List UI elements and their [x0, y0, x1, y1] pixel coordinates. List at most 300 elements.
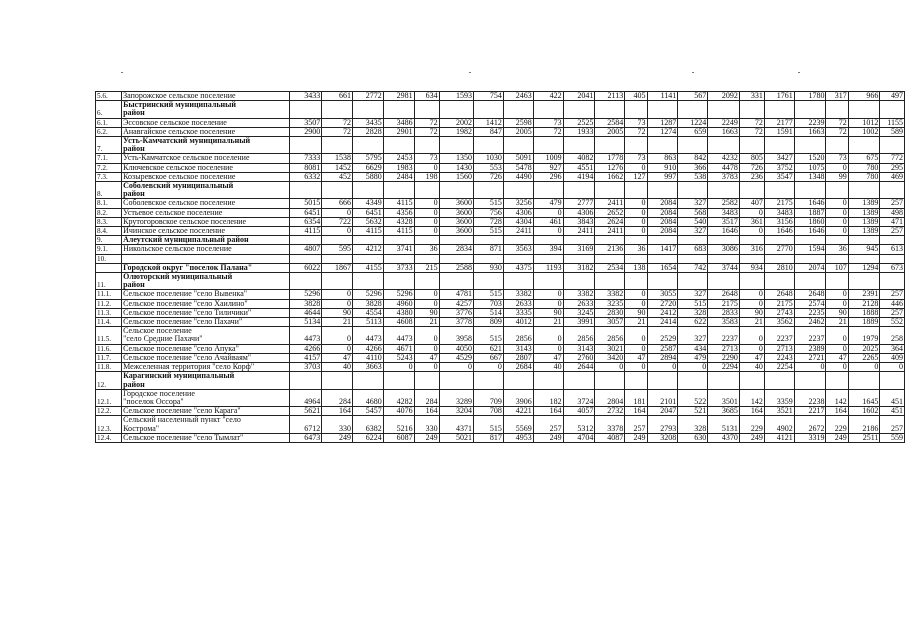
- value-cell: 0: [383, 363, 414, 372]
- value-cell: 2574: [794, 299, 826, 308]
- value-cell: [826, 137, 848, 154]
- row-name-line: Сельское поселение "село Ачайваям": [123, 353, 252, 362]
- value-cell: 0: [414, 363, 439, 372]
- row-number: [96, 263, 122, 272]
- value-cell: 3086: [708, 245, 740, 254]
- value-cell: 2175: [708, 299, 740, 308]
- value-cell: 659: [678, 127, 708, 136]
- row-name-line: Сельское поселение "село Карага": [123, 406, 241, 416]
- value-cell: 540: [678, 217, 708, 226]
- value-cell: 2830: [595, 308, 625, 317]
- value-cell: 3562: [764, 318, 794, 327]
- value-cell: 2901: [383, 127, 414, 136]
- value-cell: 0: [625, 199, 647, 208]
- row-number: 5.6.: [96, 92, 122, 101]
- value-cell: [708, 254, 740, 263]
- value-cell: 4212: [352, 245, 383, 254]
- value-cell: 409: [880, 353, 905, 362]
- value-cell: 1887: [794, 208, 826, 217]
- value-cell: 2856: [563, 327, 595, 344]
- value-cell: 3435: [352, 118, 383, 127]
- value-cell: 0: [414, 199, 439, 208]
- row-name: [122, 299, 289, 308]
- value-cell: 21: [533, 318, 563, 327]
- value-cell: 1452: [322, 163, 353, 172]
- value-cell: 1645: [848, 389, 880, 406]
- value-cell: [678, 254, 708, 263]
- value-cell: 164: [625, 407, 647, 416]
- value-cell: 2582: [708, 199, 740, 208]
- value-cell: 3991: [563, 318, 595, 327]
- value-cell: 3600: [439, 217, 473, 226]
- value-cell: 1761: [764, 92, 794, 101]
- value-cell: 1538: [322, 154, 353, 163]
- value-cell: 446: [880, 299, 905, 308]
- value-cell: 3752: [764, 163, 794, 172]
- row-name: [122, 217, 289, 226]
- value-cell: 559: [880, 433, 905, 442]
- value-cell: 515: [473, 227, 503, 236]
- value-cell: 630: [678, 433, 708, 442]
- value-cell: 5880: [352, 172, 383, 181]
- value-cell: [383, 182, 414, 199]
- value-cell: 2772: [352, 92, 383, 101]
- value-cell: 6473: [289, 433, 322, 442]
- value-cell: [439, 236, 473, 245]
- value-cell: 2235: [794, 308, 826, 317]
- value-cell: 3143: [563, 344, 595, 353]
- value-cell: 4473: [383, 327, 414, 344]
- value-cell: 0: [414, 299, 439, 308]
- value-cell: 515: [678, 299, 708, 308]
- value-cell: 72: [625, 127, 647, 136]
- value-cell: 0: [739, 344, 764, 353]
- value-cell: [322, 236, 353, 245]
- value-cell: 3724: [563, 389, 595, 406]
- row-number: 11.2.: [96, 299, 122, 308]
- row-number: 8.: [96, 182, 122, 199]
- value-cell: 0: [826, 344, 848, 353]
- value-cell: 0: [414, 208, 439, 217]
- value-cell: 2804: [595, 389, 625, 406]
- row-number: 6.1.: [96, 118, 122, 127]
- value-cell: 552: [880, 318, 905, 327]
- value-cell: 6382: [352, 416, 383, 433]
- value-cell: 6022: [289, 263, 322, 272]
- value-cell: [503, 101, 533, 118]
- value-cell: [473, 137, 503, 154]
- value-cell: 1417: [647, 245, 678, 254]
- value-cell: 3521: [764, 407, 794, 416]
- value-cell: [473, 182, 503, 199]
- value-cell: 3600: [439, 199, 473, 208]
- value-cell: 4902: [764, 416, 794, 433]
- value-cell: [473, 236, 503, 245]
- value-cell: 47: [625, 353, 647, 362]
- value-cell: 675: [848, 154, 880, 163]
- value-cell: 316: [739, 245, 764, 254]
- table-row: [96, 389, 905, 406]
- value-cell: 249: [739, 433, 764, 442]
- value-cell: [794, 372, 826, 389]
- value-cell: 4554: [352, 308, 383, 317]
- value-cell: 3744: [708, 263, 740, 272]
- value-cell: [289, 273, 322, 290]
- value-cell: [322, 254, 353, 263]
- value-cell: 3055: [647, 290, 678, 299]
- value-cell: [647, 254, 678, 263]
- value-cell: 0: [414, 217, 439, 226]
- value-cell: 0: [533, 344, 563, 353]
- value-cell: [473, 101, 503, 118]
- value-cell: 5457: [352, 407, 383, 416]
- value-cell: [533, 182, 563, 199]
- value-cell: 4115: [352, 227, 383, 236]
- value-cell: 73: [414, 154, 439, 163]
- value-cell: 3359: [764, 389, 794, 406]
- value-cell: 0: [533, 290, 563, 299]
- value-cell: 4057: [563, 407, 595, 416]
- value-cell: 2525: [563, 118, 595, 127]
- value-cell: 1389: [848, 199, 880, 208]
- value-cell: 0: [678, 363, 708, 372]
- value-cell: 2101: [647, 389, 678, 406]
- value-cell: [708, 182, 740, 199]
- value-cell: [647, 101, 678, 118]
- value-cell: [739, 236, 764, 245]
- value-cell: 5131: [708, 416, 740, 433]
- value-cell: 5795: [352, 154, 383, 163]
- value-cell: 47: [414, 353, 439, 362]
- value-cell: 2092: [708, 92, 740, 101]
- value-cell: [678, 101, 708, 118]
- value-cell: 330: [322, 416, 353, 433]
- value-cell: 3778: [439, 318, 473, 327]
- value-cell: 257: [533, 416, 563, 433]
- value-cell: 3382: [595, 290, 625, 299]
- value-cell: [289, 372, 322, 389]
- value-cell: 142: [826, 389, 848, 406]
- value-cell: 515: [473, 199, 503, 208]
- value-cell: 257: [880, 416, 905, 433]
- value-cell: 229: [739, 416, 764, 433]
- value-cell: 4306: [503, 208, 533, 217]
- value-cell: 2900: [289, 127, 322, 136]
- row-number: 11.: [96, 273, 122, 290]
- value-cell: 515: [473, 327, 503, 344]
- row-number: 12.2.: [96, 407, 122, 416]
- value-cell: [595, 372, 625, 389]
- value-cell: 1350: [439, 154, 473, 163]
- value-cell: 257: [880, 308, 905, 317]
- value-cell: [764, 254, 794, 263]
- value-cell: 2265: [848, 353, 880, 362]
- value-cell: 317: [826, 92, 848, 101]
- value-cell: 72: [414, 118, 439, 127]
- value-cell: 742: [678, 263, 708, 272]
- value-cell: [473, 372, 503, 389]
- value-cell: 2713: [708, 344, 740, 353]
- value-cell: [439, 137, 473, 154]
- value-cell: 3733: [383, 263, 414, 272]
- value-cell: 142: [739, 389, 764, 406]
- row-name-line: Сельское поселение "село Тымлат": [123, 433, 244, 442]
- table-row: [96, 227, 905, 236]
- table-row: [96, 299, 905, 308]
- value-cell: 522: [678, 389, 708, 406]
- value-cell: 4349: [352, 199, 383, 208]
- table-row: [96, 273, 905, 290]
- value-cell: 2237: [764, 327, 794, 344]
- row-name-line: район: [123, 108, 145, 118]
- table-row: [96, 327, 905, 344]
- value-cell: 1888: [848, 308, 880, 317]
- value-cell: 2136: [595, 245, 625, 254]
- value-cell: 3703: [289, 363, 322, 372]
- row-name: [122, 254, 289, 263]
- value-cell: 5113: [352, 318, 383, 327]
- value-cell: 817: [473, 433, 503, 442]
- table-row: [96, 182, 905, 199]
- value-cell: [503, 372, 533, 389]
- value-cell: 2587: [647, 344, 678, 353]
- value-cell: [503, 236, 533, 245]
- row-number: 8.4.: [96, 227, 122, 236]
- value-cell: 422: [533, 92, 563, 101]
- value-cell: 8081: [289, 163, 322, 172]
- value-cell: [383, 101, 414, 118]
- value-cell: 2713: [764, 344, 794, 353]
- row-number: 11.7.: [96, 353, 122, 362]
- value-cell: [414, 273, 439, 290]
- row-name-line: Запорожское сельское поселение: [123, 91, 236, 100]
- value-cell: [289, 254, 322, 263]
- value-cell: [764, 137, 794, 154]
- value-cell: 1012: [848, 118, 880, 127]
- value-cell: 1002: [848, 127, 880, 136]
- value-cell: 3289: [439, 389, 473, 406]
- row-name-line: район: [123, 144, 145, 154]
- value-cell: [563, 372, 595, 389]
- value-cell: 4371: [439, 416, 473, 433]
- row-name-line: Олюторский муниципальный: [123, 272, 233, 282]
- table-row: [96, 363, 905, 372]
- value-cell: 6332: [289, 172, 322, 181]
- value-cell: [826, 101, 848, 118]
- value-cell: 661: [322, 92, 353, 101]
- value-cell: 2389: [794, 344, 826, 353]
- value-cell: 1594: [794, 245, 826, 254]
- value-cell: 3685: [708, 407, 740, 416]
- table-row: [96, 263, 905, 272]
- value-cell: 2534: [595, 263, 625, 272]
- row-name: [122, 137, 289, 154]
- value-cell: [352, 273, 383, 290]
- table-row: [96, 101, 905, 118]
- table-row: [96, 154, 905, 163]
- row-name-line: Сельское поселение: [123, 326, 192, 336]
- row-name: [122, 154, 289, 163]
- value-cell: 2249: [708, 118, 740, 127]
- value-cell: 284: [322, 389, 353, 406]
- value-cell: 36: [414, 245, 439, 254]
- value-cell: 90: [414, 308, 439, 317]
- value-cell: [739, 137, 764, 154]
- value-cell: 2411: [595, 227, 625, 236]
- value-cell: 945: [848, 245, 880, 254]
- value-cell: 4964: [289, 389, 322, 406]
- value-cell: 4473: [352, 327, 383, 344]
- value-cell: 1348: [794, 172, 826, 181]
- value-cell: 673: [880, 263, 905, 272]
- value-cell: 4608: [383, 318, 414, 327]
- value-cell: [563, 254, 595, 263]
- value-cell: [708, 372, 740, 389]
- value-cell: 0: [826, 199, 848, 208]
- value-cell: 72: [739, 118, 764, 127]
- value-cell: 249: [826, 433, 848, 442]
- value-cell: 2005: [503, 127, 533, 136]
- row-name: [122, 101, 289, 118]
- value-cell: [880, 236, 905, 245]
- value-cell: 257: [880, 227, 905, 236]
- value-cell: [764, 101, 794, 118]
- table-row: [96, 163, 905, 172]
- value-cell: 138: [625, 263, 647, 272]
- value-cell: 2624: [595, 217, 625, 226]
- row-name: [122, 236, 289, 245]
- row-name-line: Соболевский муниципальный: [123, 181, 234, 191]
- value-cell: 0: [826, 227, 848, 236]
- value-cell: 3427: [764, 154, 794, 163]
- value-cell: 726: [739, 163, 764, 172]
- value-cell: 3156: [764, 217, 794, 226]
- value-cell: 127: [625, 172, 647, 181]
- table-row: [96, 217, 905, 226]
- value-cell: 0: [414, 290, 439, 299]
- row-name-line: район: [123, 379, 145, 389]
- row-number: 7.1.: [96, 154, 122, 163]
- value-cell: 780: [848, 172, 880, 181]
- value-cell: 1294: [848, 263, 880, 272]
- value-cell: 2648: [708, 290, 740, 299]
- value-cell: 257: [880, 290, 905, 299]
- value-cell: 0: [322, 290, 353, 299]
- value-cell: [826, 273, 848, 290]
- row-number: 7.2.: [96, 163, 122, 172]
- value-cell: 3828: [289, 299, 322, 308]
- value-cell: [533, 254, 563, 263]
- value-cell: 0: [826, 363, 848, 372]
- value-cell: 73: [533, 118, 563, 127]
- value-cell: [439, 254, 473, 263]
- value-cell: 0: [625, 344, 647, 353]
- value-cell: 0: [414, 227, 439, 236]
- row-name-line: Сельское поселение "село Вывенка": [123, 289, 248, 299]
- value-cell: [848, 137, 880, 154]
- value-cell: 73: [625, 154, 647, 163]
- row-name: [122, 290, 289, 299]
- value-cell: 5134: [289, 318, 322, 327]
- value-cell: 1889: [848, 318, 880, 327]
- value-cell: 72: [414, 127, 439, 136]
- value-cell: [848, 372, 880, 389]
- value-cell: 910: [647, 163, 678, 172]
- value-cell: 107: [826, 263, 848, 272]
- value-cell: 3486: [383, 118, 414, 127]
- value-cell: 805: [739, 154, 764, 163]
- value-cell: 0: [647, 363, 678, 372]
- value-cell: [595, 254, 625, 263]
- value-cell: 0: [414, 344, 439, 353]
- value-cell: [625, 273, 647, 290]
- value-cell: 164: [826, 407, 848, 416]
- value-cell: 3433: [289, 92, 322, 101]
- value-cell: 21: [625, 318, 647, 327]
- value-cell: [678, 372, 708, 389]
- value-cell: 40: [322, 363, 353, 372]
- value-cell: [503, 137, 533, 154]
- value-cell: 164: [739, 407, 764, 416]
- value-cell: [625, 254, 647, 263]
- value-cell: [289, 101, 322, 118]
- value-cell: [647, 137, 678, 154]
- value-cell: 3501: [708, 389, 740, 406]
- value-cell: 4671: [383, 344, 414, 353]
- row-name-line: Кострома": [123, 423, 160, 433]
- row-name-line: Ключевское сельское поселение: [123, 163, 233, 172]
- value-cell: 0: [595, 363, 625, 372]
- value-cell: 229: [826, 416, 848, 433]
- table-row: [96, 308, 905, 317]
- value-cell: [880, 182, 905, 199]
- value-cell: 73: [625, 118, 647, 127]
- value-cell: [625, 101, 647, 118]
- value-cell: 2128: [848, 299, 880, 308]
- value-cell: 181: [625, 389, 647, 406]
- value-cell: 5312: [563, 416, 595, 433]
- row-number: 12.3.: [96, 416, 122, 433]
- value-cell: 5296: [289, 290, 322, 299]
- value-cell: 72: [533, 127, 563, 136]
- value-cell: [794, 273, 826, 290]
- value-cell: 1646: [764, 227, 794, 236]
- value-cell: [647, 273, 678, 290]
- value-cell: 553: [473, 163, 503, 172]
- value-cell: 6087: [383, 433, 414, 442]
- value-cell: [848, 236, 880, 245]
- value-cell: [563, 137, 595, 154]
- value-cell: 0: [739, 327, 764, 344]
- settlements-data-table: [95, 91, 905, 443]
- value-cell: 0: [414, 327, 439, 344]
- value-cell: 4050: [439, 344, 473, 353]
- value-cell: 567: [678, 92, 708, 101]
- table-row: [96, 318, 905, 327]
- value-cell: 0: [826, 290, 848, 299]
- value-cell: 6451: [352, 208, 383, 217]
- value-cell: [848, 101, 880, 118]
- row-name-line: "поселок Оссора": [123, 396, 184, 406]
- table-row: [96, 208, 905, 217]
- value-cell: 366: [678, 163, 708, 172]
- value-cell: 72: [322, 127, 353, 136]
- value-cell: 3547: [764, 172, 794, 181]
- value-cell: 2720: [647, 299, 678, 308]
- row-name: [122, 118, 289, 127]
- value-cell: [826, 254, 848, 263]
- value-cell: 72: [322, 118, 353, 127]
